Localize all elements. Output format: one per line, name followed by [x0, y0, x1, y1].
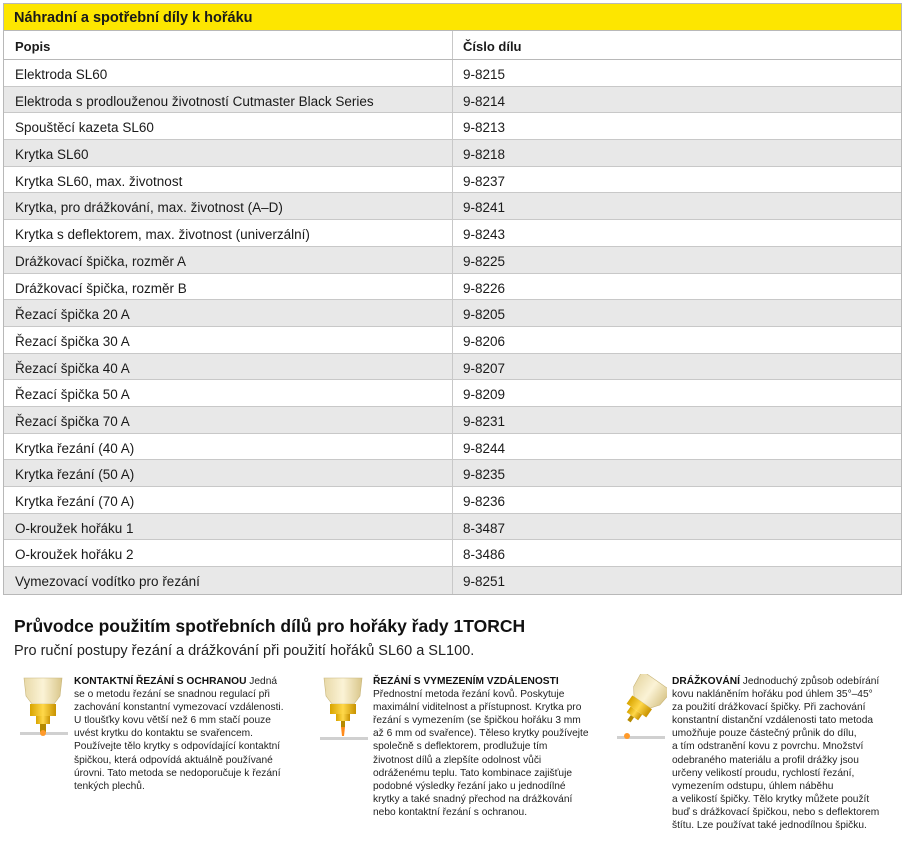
row-part-number: 9-8215 [463, 67, 506, 82]
gouging-torch-icon [615, 674, 667, 744]
row-description: O-kroužek hořáku 2 [4, 540, 453, 566]
contact-cutting-torch-icon [18, 674, 70, 744]
row-part-number: 9-8244 [463, 440, 506, 456]
table-row [4, 407, 901, 434]
table-row [4, 300, 901, 327]
method-contact-text: KONTAKTNÍ ŘEZÁNÍ S OCHRANOU Jedná se o metodu řezání se snadnou regulací při zachování konstantní vymezovací vzdálenosti. U tloušťky kovu větší než 6 mm stačí pouze uvést krytku do kontaktu se svařencem. Používejte tělo krytky s odpovídající kontaktní špičkou, která odpovídá aktuálně používané úrovni. Tato metoda se nedoporučuje k řezání tenkých plechů. [74, 676, 284, 792]
row-description: Řezací špička 50 A [4, 380, 453, 406]
row-part-number: 9-8206 [463, 333, 506, 349]
table-header-row [4, 31, 901, 60]
row-part-number: 9-8218 [463, 147, 506, 163]
row-description: Krytka řezání (70 A) [4, 487, 453, 513]
table-row [4, 274, 901, 301]
row-description: Řezací špička 40 A [4, 354, 453, 380]
row-part-number: 9-8209 [463, 387, 506, 403]
table-row [4, 354, 901, 381]
guide-title: Průvodce použitím spotřebních dílů pro hořáky řady 1TORCH [14, 616, 526, 636]
guide-subtitle: Pro ruční postupy řezání a drážkování při použití hořáků SL60 a SL100. [14, 643, 475, 659]
table-body [4, 60, 901, 594]
table-row [4, 460, 901, 487]
row-description: Krytka řezání (40 A) [4, 434, 453, 460]
row-description: Drážkovací špička, rozměr B [4, 274, 453, 300]
row-part-number: 9-8225 [463, 253, 506, 269]
table-row [4, 247, 901, 274]
row-part-number: 8-3486 [463, 547, 506, 563]
table-row [4, 540, 901, 567]
header-description: Popis [4, 31, 453, 59]
row-part-number: 9-8214 [463, 93, 506, 109]
table-row [4, 220, 901, 247]
row-description: Spouštěcí kazeta SL60 [4, 113, 453, 139]
row-part-number: 9-8205 [463, 307, 506, 323]
method-contact-heading: KONTAKTNÍ ŘEZÁNÍ S OCHRANOU [74, 676, 247, 687]
table-row [4, 193, 901, 220]
method-standoff-text: ŘEZÁNÍ S VYMEZENÍM VZDÁLENOSTI Přednostní metoda řezání kovů. Poskytuje maximální viditelnost a přístupnost. Krytka pro řezání s vymezením (se špičkou hořáku 3 mm až 6 mm od svařence). Těleso krytky používejte společně s deflektorem, prodlužuje tím životnost dílů a zlepšíte odolnost vůči odráženému teplu. Tato kombinace zajišťuje podobné výsledky řezání jako u jednodílné krytky a také snadný přechod na drážkování nebo kontaktní řezání s ochranou. [373, 676, 589, 818]
row-part-number: 9-8243 [463, 227, 506, 243]
row-part-number: 9-8241 [463, 200, 506, 216]
method-gouging-heading: DRÁŽKOVÁNÍ [672, 676, 740, 687]
row-part-number: 8-3487 [463, 520, 506, 536]
row-description: Krytka SL60, max. životnost [4, 167, 453, 193]
row-part-number: 9-8213 [463, 120, 506, 136]
row-description: Řezací špička 20 A [4, 300, 453, 326]
table-row [4, 140, 901, 167]
table-row [4, 514, 901, 541]
parts-table [3, 3, 902, 595]
row-description: O-kroužek hořáku 1 [4, 514, 453, 540]
table-row [4, 567, 901, 594]
table-row [4, 380, 901, 407]
table-title: Náhradní a spotřební díly k hořáku [4, 4, 901, 31]
table-row [4, 487, 901, 514]
header-part-number: Číslo dílu [463, 39, 522, 54]
row-description: Krytka, pro drážkování, max. životnost (A–D) [4, 193, 453, 219]
row-description: Krytka SL60 [4, 140, 453, 166]
table-row [4, 113, 901, 140]
row-description: Řezací špička 70 A [4, 407, 453, 433]
row-description: Krytka řezání (50 A) [4, 460, 453, 486]
row-part-number: 9-8207 [463, 360, 506, 376]
method-standoff-heading: ŘEZÁNÍ S VYMEZENÍM VZDÁLENOSTI [373, 676, 559, 687]
table-row [4, 60, 901, 87]
row-part-number: 9-8236 [463, 494, 506, 509]
row-part-number: 9-8235 [463, 467, 506, 483]
row-part-number: 9-8226 [463, 280, 506, 296]
row-description: Krytka s deflektorem, max. životnost (univerzální) [4, 220, 453, 246]
row-description: Vymezovací vodítko pro řezání [4, 567, 453, 594]
row-part-number: 9-8237 [463, 173, 506, 189]
table-row [4, 327, 901, 354]
row-part-number: 9-8251 [463, 574, 506, 590]
table-row [4, 87, 901, 114]
row-description: Elektroda s prodlouženou životností Cutmaster Black Series [4, 87, 453, 113]
row-part-number: 9-8231 [463, 413, 506, 429]
method-gouging-text: DRÁŽKOVÁNÍ Jednoduchý způsob odebírání kovu nakláněním hořáku pod úhlem 35°–45° za použití drážkovací špičky. Při zachování konstantní distanční vzdálenosti tato metoda umožňuje pouze částečný průnik do dílu, a tím odstranění kovu z povrchu. Množství odebraného materiálu a profil drážky jsou určeny velikostí proudu, rychlostí řezání, vymezením odstupu, úhlem náběhu a velikostí špičky. Tělo krytky můžete použít buď s drážkovací špičkou, nebo s deflektorem štítu. Lze používat také jednodílnou špičku. [672, 676, 880, 832]
table-row [4, 434, 901, 461]
row-description: Elektroda SL60 [4, 60, 453, 86]
row-description: Drážkovací špička, rozměr A [4, 247, 453, 273]
standoff-cutting-torch-icon [318, 674, 370, 744]
row-description: Řezací špička 30 A [4, 327, 453, 353]
table-row [4, 167, 901, 194]
